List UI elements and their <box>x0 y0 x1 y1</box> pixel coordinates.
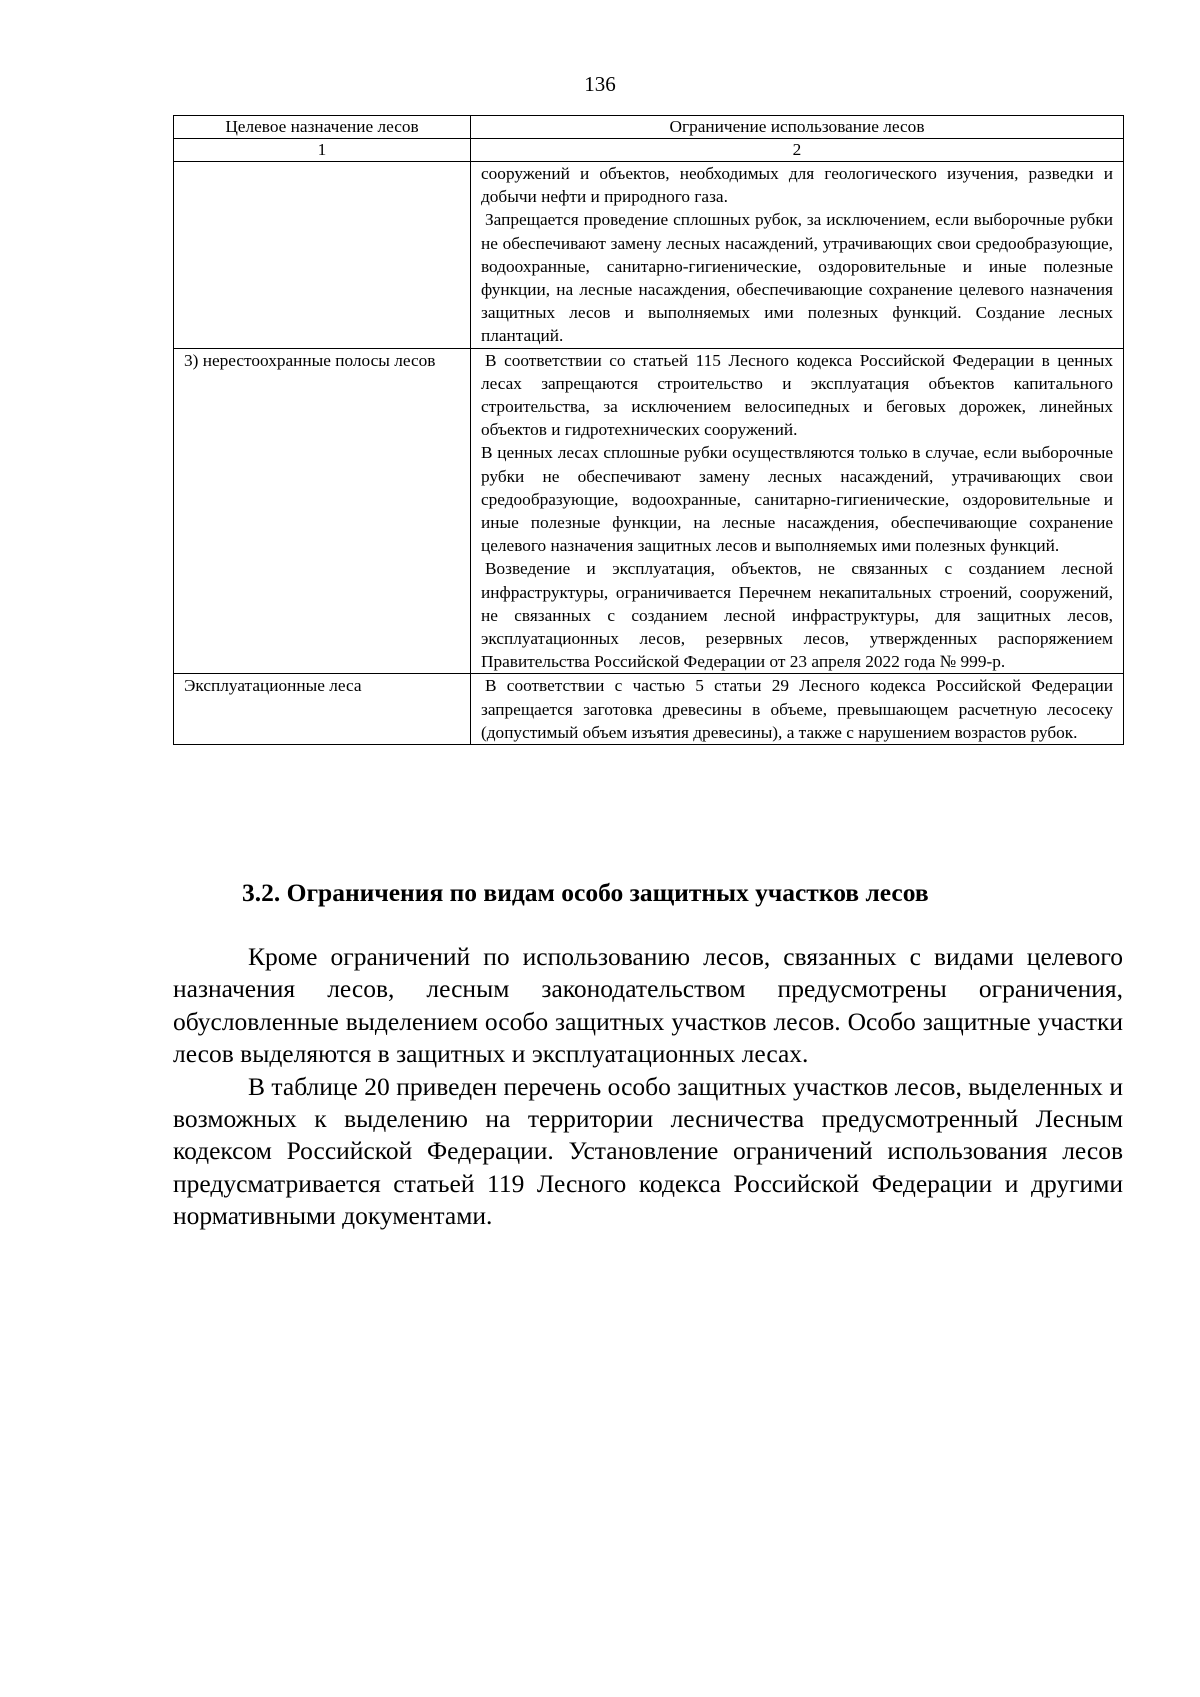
row-restriction <box>471 162 1124 349</box>
body-paragraph: В таблице 20 приведен перечень особо защитных участков лесов, выделенных и возможных к выделению на территории лесничества предусмотренный Лесным кодексом Российской Федерации. Установление ограничений использования лесов предусматривается статьей 119 Лесного кодекса Российской Федерации и другими нормативными документами. <box>173 1071 1123 1231</box>
table-row <box>174 162 1124 349</box>
body-paragraph: Кроме ограничений по использованию лесов, связанных с видами целевого назначения лесов, лесным законодательством предусмотрены ограничения, обусловленные выделением особо защитных участков лесов. Особо защитные участки лесов выделяются в защитных и эксплуатационных лесах. <box>173 942 1123 1069</box>
page-number: 136 <box>584 72 616 96</box>
column-number-2: 2 <box>471 139 1124 162</box>
restriction-paragraph: сооружений и объектов, необходимых для геологического изучения, разведки и добычи нефти и природного газа. <box>481 164 1113 207</box>
row-restriction <box>471 348 1124 674</box>
restriction-paragraph: В соответствии с частью 5 статьи 29 Лесного кодекса Российской Федерации запрещается заготовка древесины в объеме, превышающем расчетную лесосеку (допустимый объем изъятия древесины), а также с нарушением возрастов рубок. <box>481 676 1113 742</box>
table-header-row <box>174 116 1124 139</box>
header-purpose: Целевое назначение лесов <box>174 116 471 139</box>
section-body <box>173 941 1123 1233</box>
section-heading: 3.2. Ограничения по видам особо защитных участков лесов <box>242 878 929 907</box>
row-restriction <box>471 674 1124 745</box>
row-purpose: Эксплуатационные леса <box>174 674 471 745</box>
table-row <box>174 674 1124 745</box>
row-purpose <box>174 162 471 349</box>
restriction-paragraph: В соответствии со статьей 115 Лесного кодекса Российской Федерации в ценных лесах запрещаются строительство и эксплуатация объектов капитального строительства, за исключением велосипедных и беговых дорожек, линейных объектов и гидротехнических сооружений. <box>481 350 1113 440</box>
table-column-number-row <box>174 139 1124 162</box>
table-row <box>174 348 1124 674</box>
header-restriction: Ограничение использование лесов <box>471 116 1124 139</box>
restriction-paragraph: В ценных лесах сплошные рубки осуществляются только в случае, если выборочные рубки не обеспечивают замену лесных насаждений, утрачивающих свои средообразующие, водоохранные, санитарно-гигиенические, оздоровительные и иные полезные функции, на лесные насаждения, обеспечивающие сохранение целевого назначения защитных лесов и выполняемых ими полезных функций. <box>481 443 1113 556</box>
forest-restrictions-table <box>173 115 1124 745</box>
restriction-paragraph: Запрещается проведение сплошных рубок, за исключением, если выборочные рубки не обеспечивают замену лесных насаждений, утрачивающих свои средообразующие, водоохранные, санитарно-гигиенические, оздоровительные и иные полезные функции, на лесные насаждения, обеспечивающие сохранение целевого назначения защитных лесов и выполняемых ими полезных функций. Создание лесных плантаций. <box>481 210 1113 346</box>
column-number-1: 1 <box>174 139 471 162</box>
row-purpose: 3) нерестоохранные полосы лесов <box>174 348 471 674</box>
restriction-paragraph: Возведение и эксплуатация, объектов, не связанных с созданием лесной инфраструктуры, ограничивается Перечнем некапитальных строений, сооружений, не связанных с созданием лесной инфраструктуры, для защитных лесов, эксплуатационных лесов, резервных лесов, утвержденных распоряжением Правительства Российской Федерации от 23 апреля 2022 года № 999-р. <box>481 559 1113 672</box>
